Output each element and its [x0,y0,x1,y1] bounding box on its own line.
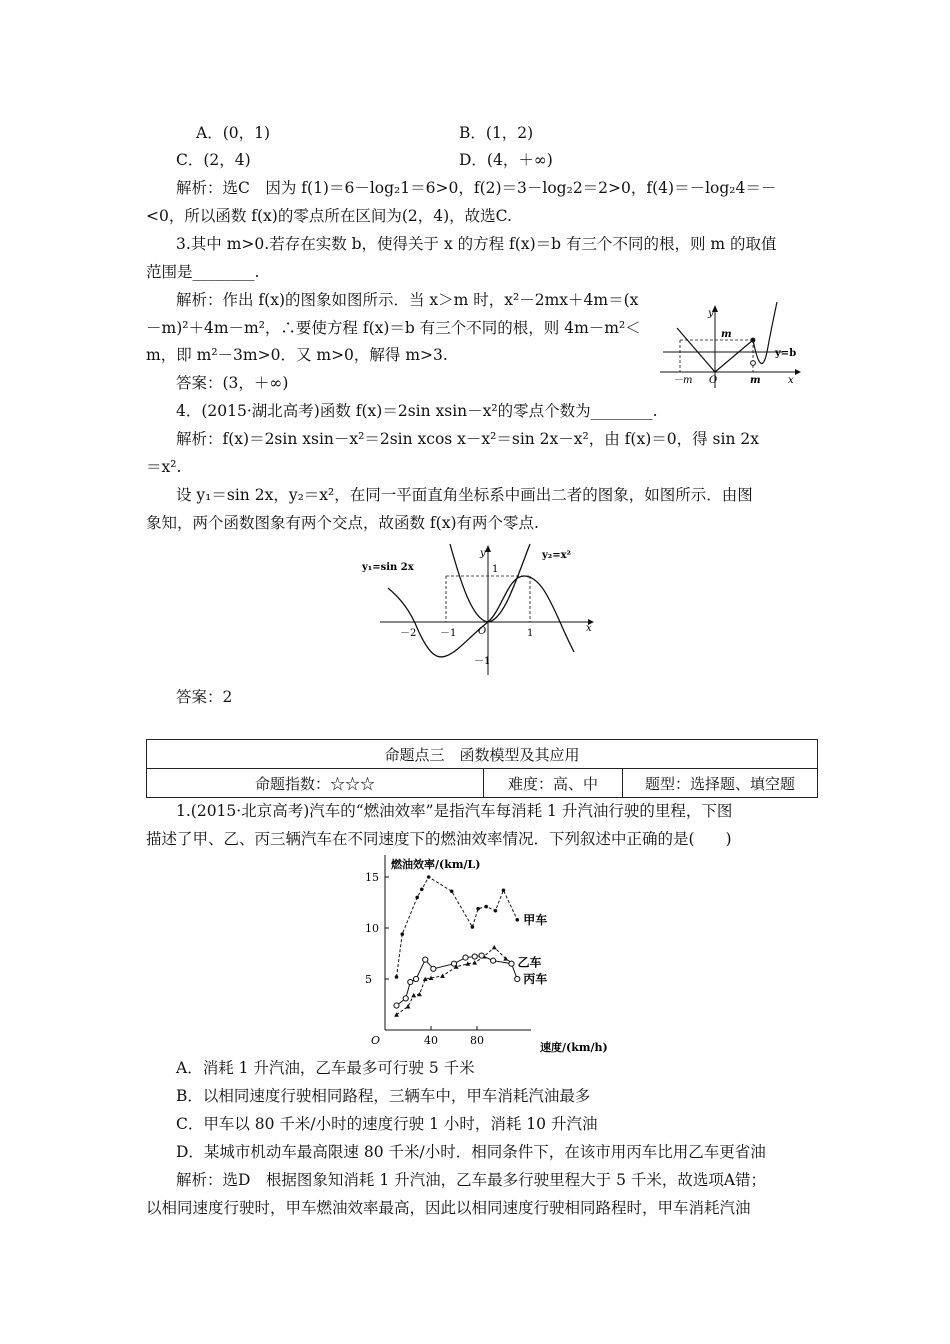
series-point [472,954,477,959]
series-point [450,889,454,893]
q3-analysis-line-3: m，即 m²－3m>0．又 m>0，解得 m>3. [146,346,448,364]
series-point [420,887,424,891]
series-point [502,888,506,892]
q3-figure [655,290,805,390]
q3-stem-line-2: 范围是________. [146,263,260,281]
q3-analysis-line-2: －m)²＋4m－m²，∴要使方程 f(x)＝b 有三个不同的根，则 4m－m²＜ [146,319,641,337]
p1-analysis-line-2: 以相同速度行驶时，甲车燃油效率最高，因此以相同速度行驶相同路程时，甲车消耗汽油 [146,1199,751,1217]
series-point [413,976,418,981]
series-point [484,905,488,909]
q3-solid-point [751,338,756,343]
series-point [415,896,419,900]
series-point [451,961,456,966]
p1-option-d: D．某城市机动车最高限速 80 千米/小时．相同条件下，在该市用丙车比用乙车更省油 [176,1143,766,1161]
series-point [491,958,496,963]
q3-label-o: O [709,375,718,386]
series-point [463,955,468,960]
series-point [411,993,416,997]
series-point [400,932,404,936]
q2-option-a: A．(0，1) [196,124,271,142]
q4-analysis-line-4: 象知，两个函数图象有两个交点，故函数 f(x)有两个零点. [146,514,539,532]
q4-analysis-line-1: 解析：f(x)＝2sin xsin－x²＝2sin xcos x－x²＝sin 2x－x²，由 f(x)＝0，得 sin 2x [176,430,759,448]
chart-y-label: 燃油效率/(km/L) [391,858,481,871]
q3-label-m-top: m [721,329,732,340]
series-point [423,957,428,962]
q4-tick-y-one: 1 [492,564,499,575]
q3-label-x: x [788,375,794,386]
section-type: 题型：选择题、填空题 [623,769,818,798]
series-legend-label: 丙车 [523,972,548,986]
series-point [515,918,519,922]
q2-option-b: B．(1，2) [459,124,534,142]
q4-analysis-line-3: 设 y₁＝sin 2x，y₂＝x²，在同一平面直角坐标系中画出二者的图象，如图所示．由图 [176,486,753,504]
p1-option-b: B．以相同速度行驶相同路程，三辆车中，甲车消耗汽油最多 [176,1087,591,1105]
series-point [479,953,484,958]
q2-analysis-line-2: <0，所以函数 f(x)的零点所在区间为(2，4)，故选C. [146,207,512,225]
series-legend-label: 乙车 [517,955,542,970]
p1-stem-line-1: 1.(2015·北京高考)汽车的“燃油效率”是指汽车每消耗 1 升汽油行驶的里程，下图 [176,802,733,820]
q4-label-y: y [480,548,486,559]
q4-answer: 答案：2 [176,688,233,706]
chart-y-tick-label: 5 [365,973,372,986]
q4-sine-curve [388,576,574,657]
series-point [394,1003,399,1008]
q3-analysis-line-1: 解析：作出 f(x)的图象如图所示．当 x＞m 时，x²－2mx＋4m＝(x [176,291,639,309]
p1-option-a: A．消耗 1 升汽油，乙车最多可行驶 5 千米 [176,1059,475,1077]
chart-origin-label: O [371,1034,381,1047]
series-point [476,907,480,911]
series-point [408,979,413,984]
q4-label-x: x [586,623,592,634]
series-point [395,975,399,979]
series-point [406,1004,411,1008]
q4-parabola [450,544,530,622]
p1-option-c: C．甲车以 80 千米/小时的速度行驶 1 小时，消耗 10 升汽油 [176,1115,598,1133]
p1-analysis-line-1: 解析：选D 根据图象知消耗 1 升汽油，乙车最多行驶里程大于 5 千米，故选项A错； [176,1171,767,1189]
chart-x-label: 速度/(km/h) [540,1041,608,1054]
series-legend-label: 甲车 [523,912,548,927]
q4-analysis-line-2: ＝x². [146,458,182,476]
series-point [515,976,520,981]
q4-label-y2: y₂=x² [542,550,571,561]
q3-x-arrow-icon [795,369,801,375]
q3-stem-line-1: 3.其中 m>0.若存在实数 b，使得关于 x 的方程 f(x)＝b 有三个不同的根，则 m 的取值 [176,235,777,253]
series-point [431,966,436,971]
q4-tick-x-neg-two: －2 [400,628,417,639]
p1-stem-line-2: 描述了甲、乙、丙三辆汽车在不同速度下的燃油效率情况．下列叙述中正确的是( ) [146,830,732,848]
q4-figure [360,540,600,680]
chart-x-tick-label: 80 [470,1034,484,1047]
q3-open-point [751,361,756,366]
chart-x-tick-label: 40 [424,1034,438,1047]
series-point [494,909,498,913]
chart-y-tick-label: 15 [365,871,379,884]
section-header-table [146,739,818,798]
series-point [471,925,475,929]
q4-tick-y-neg-one: －1 [474,656,491,667]
q3-label-line: y=b [775,348,797,359]
section-index: 命题指数：☆☆☆ [147,769,484,798]
section-title: 命题点三 函数模型及其应用 [147,740,818,769]
section-difficulty: 难度：高、中 [484,769,623,798]
q4-tick-x-neg-one: －1 [440,628,457,639]
series-point [427,875,431,879]
q3-label-y: y [708,308,714,319]
series-point [440,974,445,978]
series-point [492,945,497,949]
series-point [403,996,408,1001]
q4-y-arrow-icon [485,545,491,552]
fuel-efficiency-chart [345,855,630,1055]
q4-stem: 4．(2015·湖北高考)函数 f(x)＝2sin xsin－x²的零点个数为________. [176,402,658,420]
series-point [509,961,514,966]
q2-analysis-line-1: 解析：选C 因为 f(1)＝6－log₂1＝6>0，f(2)＝3－log₂2＝2>0，f(4)＝－log₂4＝－ [176,179,777,197]
q4-tick-o: O [478,626,487,637]
q2-option-d: D．(4，＋∞) [459,151,553,169]
chart-y-tick-label: 10 [365,922,379,935]
q3-label-m: m [750,375,761,386]
q3-label-neg-m: －m [673,375,693,386]
q3-answer: 答案：(3，＋∞) [176,374,289,392]
q3-parabola [753,302,777,364]
q4-tick-x-one: 1 [527,628,534,639]
q4-label-y1: y₁=sin 2x [362,562,414,573]
q2-option-c: C．(2，4) [176,151,251,169]
